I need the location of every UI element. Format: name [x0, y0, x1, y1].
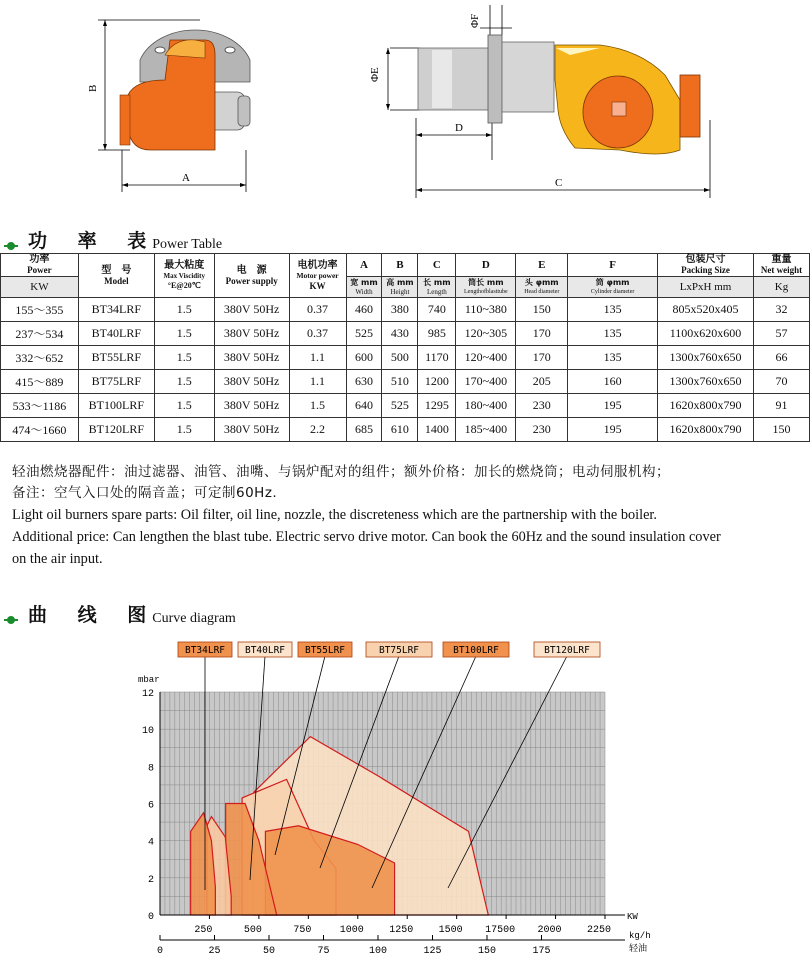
table-cell: 610: [382, 418, 418, 442]
table-row: [1, 346, 810, 370]
power-table-title-zh: 功 率 表: [28, 230, 159, 252]
x-tick-label-kgh: 75: [317, 946, 330, 955]
table-cell: 1.1: [289, 370, 346, 394]
subheader-width: 宽 mm Width: [346, 277, 382, 298]
table-cell: 525: [346, 322, 382, 346]
x-tick-label-kw: 500: [243, 925, 262, 936]
y-tick-label: 8: [147, 763, 154, 775]
table-cell: BT55LRF: [78, 346, 154, 370]
table-cell: 180~400: [456, 394, 516, 418]
table-cell: 430: [382, 322, 418, 346]
green-bullet-icon: [4, 239, 18, 253]
table-cell: 1200: [418, 370, 456, 394]
table-row: [1, 298, 810, 322]
table-row: [1, 322, 810, 346]
note-en-additional-price: Additional price: Can lengthen the blast tube. Electric servo drive motor. Can book the 60Hz and the sound insulation cover: [12, 529, 721, 545]
legend-label-bt100lrf: BT100LRF: [453, 645, 499, 656]
header-d: D: [456, 254, 516, 277]
table-cell: 170: [516, 346, 568, 370]
dim-d-label: D: [455, 122, 463, 134]
table-cell: 170~400: [456, 370, 516, 394]
table-cell: 110~380: [456, 298, 516, 322]
x-tick-label-kw: 2000: [537, 925, 562, 936]
table-cell: 380V 50Hz: [214, 298, 289, 322]
table-row: [1, 370, 810, 394]
curve-diagram-heading: [4, 600, 236, 627]
x-tick-label-kgh: 25: [208, 946, 221, 955]
table-cell: 1.5: [154, 370, 214, 394]
x-tick-label-kw: 250: [194, 925, 213, 936]
table-cell: BT34LRF: [78, 298, 154, 322]
table-cell: 1.1: [289, 346, 346, 370]
header-f: F: [568, 254, 658, 277]
subheader-length: 长 mm Length: [418, 277, 456, 298]
burner-drawings: [0, 0, 810, 215]
x-tick-label-kgh: 175: [532, 946, 551, 955]
table-cell: 1.5: [289, 394, 346, 418]
table-cell: 1620x800x790: [658, 418, 754, 442]
y-tick-label: 12: [141, 689, 154, 700]
x-tick-label-kgh: 50: [262, 946, 276, 955]
dim-c-label: C: [555, 177, 563, 189]
power-table-heading: [4, 226, 222, 253]
x-tick-label-kgh: 100: [368, 946, 388, 955]
table-cell: 205: [516, 370, 568, 394]
dim-f-label: ΦF: [469, 13, 481, 28]
x-axis-label-kw: KW: [627, 912, 638, 922]
y-tick-label: 6: [147, 800, 154, 812]
table-cell: 155～355: [1, 298, 79, 322]
dim-a-label: A: [182, 172, 190, 184]
green-bullet-icon: [4, 613, 18, 627]
table-cell: 185~400: [456, 418, 516, 442]
table-body: [1, 298, 810, 442]
table-cell: 0.37: [289, 298, 346, 322]
table-cell: 135: [568, 298, 658, 322]
header-model: 型 号 Model: [78, 254, 154, 298]
legend-label-bt120lrf: BT120LRF: [544, 645, 590, 656]
table-cell: 1295: [418, 394, 456, 418]
table-cell: 120~305: [456, 322, 516, 346]
x-tick-label-kw: 2250: [586, 925, 612, 936]
y-axis-label: mbar: [138, 675, 160, 685]
table-cell: 525: [382, 394, 418, 418]
header-a: A: [346, 254, 382, 277]
table-cell: 1100x620x600: [658, 322, 754, 346]
x-axis-label-kgh-zh: 轻油: [629, 944, 648, 954]
x-axis-label-kgh: kg/h: [629, 931, 651, 941]
table-cell: 500: [382, 346, 418, 370]
table-cell: 460: [346, 298, 382, 322]
table-cell: 70: [754, 370, 810, 394]
table-cell: 135: [568, 322, 658, 346]
x-tick-label-kw: 1250: [389, 925, 414, 936]
x-tick-label-kgh: 0: [156, 946, 164, 955]
table-cell: 380: [382, 298, 418, 322]
y-tick-label: 2: [147, 874, 154, 886]
table-cell: 985: [418, 322, 456, 346]
table-row: [1, 394, 810, 418]
table-cell: 805x520x405: [658, 298, 754, 322]
curve-chart: [0, 632, 810, 955]
table-header-row: [1, 254, 810, 277]
table-cell: 640: [346, 394, 382, 418]
header-weight: 重量 Net weight: [754, 254, 810, 277]
x-tick-label-kgh: 150: [477, 946, 497, 955]
table-cell: 170: [516, 322, 568, 346]
header-c: C: [418, 254, 456, 277]
table-cell: 380V 50Hz: [214, 346, 289, 370]
table-cell: 600: [346, 346, 382, 370]
power-table: [0, 253, 810, 442]
table-cell: 57: [754, 322, 810, 346]
dim-e-label: ΦE: [369, 67, 381, 82]
table-cell: 740: [418, 298, 456, 322]
table-cell: 230: [516, 394, 568, 418]
table-cell: 195: [568, 418, 658, 442]
header-viscosity: 最大粘度 Max Viscidity °E@20℃: [154, 254, 214, 298]
table-cell: 1.5: [154, 346, 214, 370]
table-cell: 2.2: [289, 418, 346, 442]
y-tick-label: 0: [147, 912, 154, 923]
front-view-drawing: [87, 20, 250, 192]
table-cell: 1.5: [154, 298, 214, 322]
x-tick-label-kw: 17500: [485, 925, 516, 936]
table-cell: 66: [754, 346, 810, 370]
table-cell: 230: [516, 418, 568, 442]
legend-label-bt75lrf: BT75LRF: [378, 645, 420, 656]
curve-diagram-title-en: Curve diagram: [152, 611, 236, 626]
y-tick-label: 4: [147, 837, 154, 849]
header-e: E: [516, 254, 568, 277]
table-cell: 1300x760x650: [658, 370, 754, 394]
table-cell: 415～889: [1, 370, 79, 394]
table-cell: 120~400: [456, 346, 516, 370]
subheader-tube-length: 筒长 mm Lengthofblasttube: [456, 277, 516, 298]
table-cell: 195: [568, 394, 658, 418]
x-tick-label-kw: 750: [293, 925, 312, 936]
table-cell: BT40LRF: [78, 322, 154, 346]
table-cell: 630: [346, 370, 382, 394]
table-cell: BT100LRF: [78, 394, 154, 418]
table-cell: 1.5: [154, 394, 214, 418]
legend-label-bt40lrf: BT40LRF: [244, 645, 286, 656]
table-cell: 1.5: [154, 322, 214, 346]
subheader-kg: Kg: [754, 277, 810, 298]
table-cell: 380V 50Hz: [214, 418, 289, 442]
x-tick-label-kgh: 125: [423, 946, 442, 955]
table-cell: 685: [346, 418, 382, 442]
header-power-supply: 电 源 Power supply: [214, 254, 289, 298]
note-en-spare-parts: Light oil burners spare parts: Oil filter, oil line, nozzle, the discreteness which are the partnership with the boiler.: [12, 507, 657, 523]
table-cell: 380V 50Hz: [214, 394, 289, 418]
note-en-air-input: on the air input.: [12, 551, 103, 567]
table-cell: 32: [754, 298, 810, 322]
subheader-cylinder-diameter: 筒 φmm Cylinder diameter: [568, 277, 658, 298]
x-tick-label-kw: 1500: [438, 925, 463, 936]
subheader-kw: KW: [1, 277, 79, 298]
table-cell: 533～1186: [1, 394, 79, 418]
table-cell: 237～534: [1, 322, 79, 346]
table-row: [1, 418, 810, 442]
subheader-head-diameter: 头 φmm Head diameter: [516, 277, 568, 298]
table-cell: 0.37: [289, 322, 346, 346]
table-cell: 150: [754, 418, 810, 442]
table-cell: 380V 50Hz: [214, 370, 289, 394]
y-tick-label: 10: [141, 726, 154, 738]
table-cell: 160: [568, 370, 658, 394]
legend-label-bt55lrf: BT55LRF: [304, 645, 346, 656]
note-zh-spare-parts: 轻油燃烧器配件：油过滤器、油管、油嘴、与锅炉配对的组件；额外价格：加长的燃烧筒；电动伺服机构；: [12, 464, 670, 480]
table-cell: 91: [754, 394, 810, 418]
legend-label-bt34lrf: BT34LRF: [184, 645, 226, 656]
subheader-height: 高 mm Height: [382, 277, 418, 298]
table-cell: 1.5: [154, 418, 214, 442]
table-cell: 1170: [418, 346, 456, 370]
table-cell: BT75LRF: [78, 370, 154, 394]
power-table-title-en: Power Table: [152, 237, 223, 252]
side-view-drawing: [369, 5, 710, 198]
x-tick-label-kw: 1000: [339, 925, 364, 936]
header-b: B: [382, 254, 418, 277]
table-cell: 1620x800x790: [658, 394, 754, 418]
table-cell: 332～652: [1, 346, 79, 370]
header-motor-power: 电机功率 Motor power KW: [289, 254, 346, 298]
table-cell: BT120LRF: [78, 418, 154, 442]
header-power: 功率 Power: [1, 254, 79, 277]
table-cell: 1300x760x650: [658, 346, 754, 370]
curve-diagram-title-zh: 曲 线 图: [28, 604, 159, 626]
dim-b-label: B: [87, 84, 99, 92]
table-cell: 135: [568, 346, 658, 370]
subheader-packing-dims: LxPxH mm: [658, 277, 754, 298]
table-cell: 380V 50Hz: [214, 322, 289, 346]
header-packing: 包装尺寸 Packing Size: [658, 254, 754, 277]
table-cell: 150: [516, 298, 568, 322]
table-cell: 510: [382, 370, 418, 394]
table-cell: 474～1660: [1, 418, 79, 442]
table-cell: 1400: [418, 418, 456, 442]
note-zh-remark: 备注：空气入口处的隔音盖；可定制60Hz.: [12, 485, 278, 501]
